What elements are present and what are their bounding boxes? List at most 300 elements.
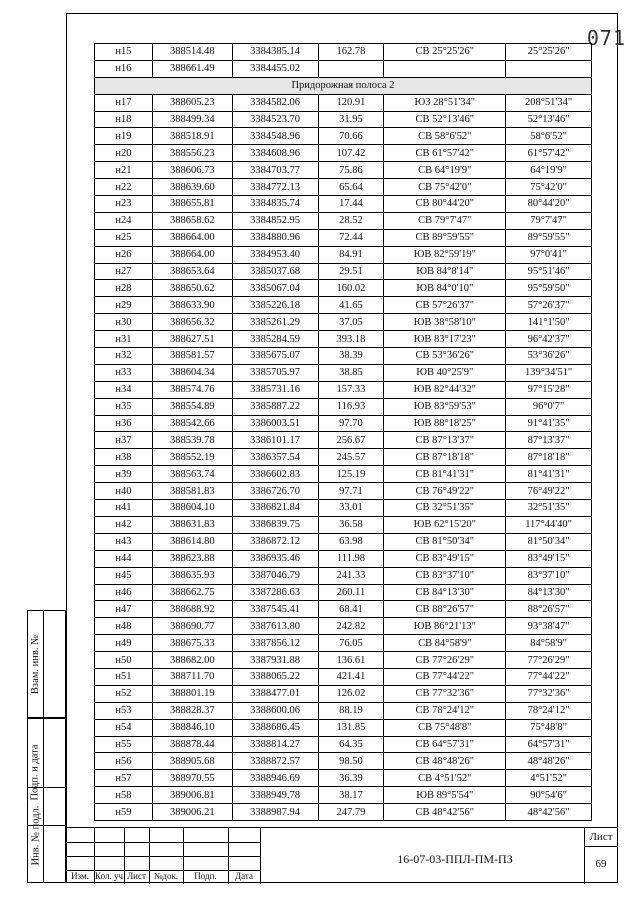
cell-azimuth: 77°44'22" — [506, 668, 592, 685]
cell-point: н28 — [95, 280, 153, 297]
cell-length: 37.05 — [318, 314, 384, 331]
cell-azimuth: 32°51'35" — [506, 500, 592, 517]
cell-length: 136.61 — [318, 652, 384, 669]
cell-rhumb: ЮВ 62°15'20" — [384, 516, 506, 533]
cell-y: 3387856.12 — [232, 635, 318, 652]
cell-azimuth: 88°26'57" — [506, 601, 592, 618]
cell-y: 3384772.13 — [232, 179, 318, 196]
col-ndok: №док. — [153, 871, 179, 881]
cell-point: н44 — [95, 550, 153, 567]
cell-rhumb: СВ 64°19'9" — [384, 162, 506, 179]
cell-rhumb: ЮВ 40°25'9" — [384, 364, 506, 381]
document-number: 16-07-03-ППЛ-ПМ-ПЗ — [397, 852, 513, 866]
cell-azimuth: 97°0'41" — [506, 246, 592, 263]
cell-length: 38.85 — [318, 364, 384, 381]
cell-rhumb: ЮВ 86°21'13" — [384, 618, 506, 635]
cell-azimuth: 77°32'36" — [506, 685, 592, 702]
cell-x: 388682.00 — [152, 652, 232, 669]
cell-y: 3387613.80 — [232, 618, 318, 635]
cell-y: 3386872.12 — [232, 533, 318, 550]
table-row — [95, 736, 592, 753]
cell-point: н19 — [95, 128, 153, 145]
cell-azimuth: 95°59'50" — [506, 280, 592, 297]
cell-azimuth: 58°6'52" — [506, 128, 592, 145]
cell-length: 157.33 — [318, 381, 384, 398]
cell-rhumb: СВ 80°44'20" — [384, 196, 506, 213]
table-row — [95, 702, 592, 719]
cell-azimuth: 117°44'40" — [506, 516, 592, 533]
cell-x: 388606.73 — [152, 162, 232, 179]
cell-rhumb: СВ 89°59'55" — [384, 229, 506, 246]
cell-azimuth: 76°49'22" — [506, 483, 592, 500]
cell-x: 388690.77 — [152, 618, 232, 635]
cell-length: 33.01 — [318, 500, 384, 517]
cell-azimuth: 83°37'10" — [506, 567, 592, 584]
cell-x: 388604.34 — [152, 364, 232, 381]
cell-point: н15 — [95, 44, 153, 61]
cell-azimuth: 77°26'29" — [506, 652, 592, 669]
cell-y: 3387931.88 — [232, 652, 318, 669]
cell-rhumb: СВ 88°26'57" — [384, 601, 506, 618]
cell-x: 388556.23 — [152, 145, 232, 162]
cell-point: н41 — [95, 500, 153, 517]
cell-x: 388627.51 — [152, 331, 232, 348]
cell-azimuth: 52°13'46" — [506, 111, 592, 128]
cell-y: 3385226.18 — [232, 297, 318, 314]
table-row — [95, 618, 592, 635]
table-row — [95, 162, 592, 179]
cell-azimuth: 208°51'34" — [506, 94, 592, 111]
cell-rhumb: СВ 77°44'22" — [384, 668, 506, 685]
cell-rhumb: СВ 48°42'56" — [384, 804, 506, 821]
cell-rhumb: ЮВ 38°58'10" — [384, 314, 506, 331]
cell-rhumb: СВ 48°48'26" — [384, 753, 506, 770]
cell-rhumb: ЮЗ 28°51'34" — [384, 94, 506, 111]
table-row — [95, 753, 592, 770]
cell-length: 84.91 — [318, 246, 384, 263]
table-row — [95, 601, 592, 618]
cell-rhumb: СВ 76°49'22" — [384, 483, 506, 500]
cell-x: 388604.10 — [152, 500, 232, 517]
table-row — [95, 297, 592, 314]
cell-point: н42 — [95, 516, 153, 533]
table-row — [95, 314, 592, 331]
cell-x: 388605.23 — [152, 94, 232, 111]
cell-length: 17.44 — [318, 196, 384, 213]
cell-point: н47 — [95, 601, 153, 618]
cell-point: н58 — [95, 787, 153, 804]
table-row — [95, 280, 592, 297]
cell-y: 3385067.04 — [232, 280, 318, 297]
cell-point: н22 — [95, 179, 153, 196]
cell-y: 3388814.27 — [232, 736, 318, 753]
cell-azimuth: 96°0'7" — [506, 398, 592, 415]
cell-rhumb: СВ 87°13'37" — [384, 432, 506, 449]
cell-azimuth: 96°42'37" — [506, 331, 592, 348]
cell-point: н31 — [95, 331, 153, 348]
cell-length: 97.70 — [318, 415, 384, 432]
cell-x: 388518.91 — [152, 128, 232, 145]
cell-point: н40 — [95, 483, 153, 500]
cell-y: 3388872.57 — [232, 753, 318, 770]
cell-point: н59 — [95, 804, 153, 821]
table-row — [95, 381, 592, 398]
cell-length: 245.57 — [318, 449, 384, 466]
cell-length: 260.11 — [318, 584, 384, 601]
cell-rhumb — [384, 60, 506, 77]
table-row — [95, 483, 592, 500]
cell-point: н52 — [95, 685, 153, 702]
cell-rhumb: ЮВ 84°8'14" — [384, 263, 506, 280]
cell-point: н35 — [95, 398, 153, 415]
cell-x: 388878.44 — [152, 736, 232, 753]
cell-rhumb: СВ 32°51'35" — [384, 500, 506, 517]
table-row — [95, 94, 592, 111]
cell-azimuth: 84°58'9" — [506, 635, 592, 652]
cell-point: н49 — [95, 635, 153, 652]
table-row — [95, 466, 592, 483]
cell-point: н38 — [95, 449, 153, 466]
table-row — [95, 179, 592, 196]
cell-x: 388688.92 — [152, 601, 232, 618]
cell-length: 131.85 — [318, 719, 384, 736]
cell-rhumb: СВ 75°42'0" — [384, 179, 506, 196]
title-block — [66, 827, 618, 883]
table-row — [95, 516, 592, 533]
cell-point: н25 — [95, 229, 153, 246]
cell-y: 3384835.74 — [232, 196, 318, 213]
cell-x: 388563.74 — [152, 466, 232, 483]
cell-y: 3384880.96 — [232, 229, 318, 246]
table-row — [95, 550, 592, 567]
cell-x: 388650.62 — [152, 280, 232, 297]
cell-y: 3386935.46 — [232, 550, 318, 567]
table-row — [95, 348, 592, 365]
cell-x: 388639.60 — [152, 179, 232, 196]
cell-length: 421.41 — [318, 668, 384, 685]
cell-x: 388574.76 — [152, 381, 232, 398]
cell-rhumb: СВ 57°26'37" — [384, 297, 506, 314]
cell-length: 28.52 — [318, 212, 384, 229]
cell-y: 3386602.83 — [232, 466, 318, 483]
table-row — [95, 449, 592, 466]
cell-x: 388623.88 — [152, 550, 232, 567]
cell-y: 3386357.54 — [232, 449, 318, 466]
cell-point: н24 — [95, 212, 153, 229]
table-row — [95, 804, 592, 821]
cell-y: 3384385.14 — [232, 44, 318, 61]
cell-point: н32 — [95, 348, 153, 365]
table-row — [95, 635, 592, 652]
cell-length: 393.18 — [318, 331, 384, 348]
cell-azimuth: 87°18'18" — [506, 449, 592, 466]
cell-length: 256.67 — [318, 432, 384, 449]
cell-length: 63.98 — [318, 533, 384, 550]
cell-y: 3386821.84 — [232, 500, 318, 517]
table-row — [95, 685, 592, 702]
cell-rhumb: ЮВ 84°0'10" — [384, 280, 506, 297]
table-row — [95, 331, 592, 348]
cell-length: 36.58 — [318, 516, 384, 533]
cell-x: 388801.19 — [152, 685, 232, 702]
cell-y: 3385887.22 — [232, 398, 318, 415]
cell-y: 3387046.79 — [232, 567, 318, 584]
cell-length: 38.17 — [318, 787, 384, 804]
table-row — [95, 364, 592, 381]
cell-x: 388581.57 — [152, 348, 232, 365]
cell-azimuth: 87°13'37" — [506, 432, 592, 449]
cell-point: н16 — [95, 60, 153, 77]
cell-length: 88.19 — [318, 702, 384, 719]
cell-length: 120.91 — [318, 94, 384, 111]
cell-length: 38.39 — [318, 348, 384, 365]
table-row — [95, 567, 592, 584]
cell-point: н18 — [95, 111, 153, 128]
cell-x: 388905.68 — [152, 753, 232, 770]
cell-length: 126.02 — [318, 685, 384, 702]
cell-x: 388711.70 — [152, 668, 232, 685]
col-podp: Подп. — [194, 871, 217, 881]
cell-y: 3388477.01 — [232, 685, 318, 702]
side-label-podp: Подп. и дата — [30, 743, 42, 801]
cell-y: 3386726.70 — [232, 483, 318, 500]
cell-azimuth: 97°15'28" — [506, 381, 592, 398]
cell-y: 3384582.06 — [232, 94, 318, 111]
cell-rhumb: СВ 64°57'31" — [384, 736, 506, 753]
cell-rhumb: ЮВ 89°5'54" — [384, 787, 506, 804]
cell-rhumb: СВ 77°26'29" — [384, 652, 506, 669]
cell-rhumb: ЮВ 82°59'19" — [384, 246, 506, 263]
cell-y: 3386003.51 — [232, 415, 318, 432]
cell-rhumb: СВ 53°36'26" — [384, 348, 506, 365]
cell-point: н33 — [95, 364, 153, 381]
cell-point: н29 — [95, 297, 153, 314]
cell-rhumb: СВ 83°49'15" — [384, 550, 506, 567]
coordinates-table — [94, 43, 592, 821]
table-row — [95, 128, 592, 145]
cell-length: 247.79 — [318, 804, 384, 821]
cell-length: 68.41 — [318, 601, 384, 618]
cell-length: 241.33 — [318, 567, 384, 584]
section-row — [95, 77, 592, 94]
cell-length: 116.93 — [318, 398, 384, 415]
cell-length: 125.19 — [318, 466, 384, 483]
cell-length: 111.98 — [318, 550, 384, 567]
cell-x: 388581.83 — [152, 483, 232, 500]
cell-y: 3388686.45 — [232, 719, 318, 736]
cell-y: 3384608.96 — [232, 145, 318, 162]
cell-length: 160.02 — [318, 280, 384, 297]
cell-y: 3385705.97 — [232, 364, 318, 381]
cell-point: н56 — [95, 753, 153, 770]
cell-rhumb: СВ 87°18'18" — [384, 449, 506, 466]
side-label-inv: Инв. № подл. — [30, 805, 42, 865]
side-block-vzam — [27, 610, 66, 718]
cell-rhumb: СВ 58°6'52" — [384, 128, 506, 145]
cell-length: 31.95 — [318, 111, 384, 128]
cell-y: 3388949.78 — [232, 787, 318, 804]
side-label-vzam: Взам. инв. № — [30, 634, 42, 694]
table-row — [95, 246, 592, 263]
cell-rhumb: ЮВ 88°18'25" — [384, 415, 506, 432]
table-row — [95, 196, 592, 213]
cell-length: 162.78 — [318, 44, 384, 61]
cell-x: 388633.90 — [152, 297, 232, 314]
cell-azimuth: 84°13'30" — [506, 584, 592, 601]
cell-azimuth: 25°25'26" — [506, 44, 592, 61]
table-row — [95, 719, 592, 736]
cell-azimuth: 75°48'8" — [506, 719, 592, 736]
cell-point: н17 — [95, 94, 153, 111]
stamp-number: 071 — [586, 26, 626, 50]
cell-point: н26 — [95, 246, 153, 263]
cell-x: 388631.83 — [152, 516, 232, 533]
cell-rhumb: СВ 77°32'36" — [384, 685, 506, 702]
table-row — [95, 584, 592, 601]
cell-azimuth: 64°57'31" — [506, 736, 592, 753]
cell-length: 97.71 — [318, 483, 384, 500]
cell-azimuth: 91°41'35" — [506, 415, 592, 432]
cell-point: н23 — [95, 196, 153, 213]
cell-x: 388664.00 — [152, 246, 232, 263]
cell-length: 70.66 — [318, 128, 384, 145]
cell-y: 3384548.96 — [232, 128, 318, 145]
cell-azimuth — [506, 60, 592, 77]
cell-x: 388662.75 — [152, 584, 232, 601]
cell-y: 3388987.94 — [232, 804, 318, 821]
table-row — [95, 398, 592, 415]
cell-azimuth: 64°19'9" — [506, 162, 592, 179]
cell-point: н37 — [95, 432, 153, 449]
cell-azimuth: 141°1'50" — [506, 314, 592, 331]
cell-azimuth: 93°38'47" — [506, 618, 592, 635]
cell-x: 388552.19 — [152, 449, 232, 466]
cell-y: 3388065.22 — [232, 668, 318, 685]
cell-rhumb: ЮВ 83°17'23" — [384, 331, 506, 348]
cell-rhumb: СВ 84°58'9" — [384, 635, 506, 652]
table-row — [95, 668, 592, 685]
col-kol: Кол. уч — [95, 871, 123, 881]
cell-x: 388514.48 — [152, 44, 232, 61]
cell-length: 72.44 — [318, 229, 384, 246]
cell-length: 65.64 — [318, 179, 384, 196]
cell-azimuth: 83°49'15" — [506, 550, 592, 567]
cell-x: 388970.55 — [152, 770, 232, 787]
section-title: Придорожная полоса 2 — [95, 77, 592, 94]
cell-azimuth: 81°50'34" — [506, 533, 592, 550]
cell-length: 41.65 — [318, 297, 384, 314]
cell-x: 388658.62 — [152, 212, 232, 229]
cell-x: 388539.78 — [152, 432, 232, 449]
cell-azimuth: 4°51'52" — [506, 770, 592, 787]
table-row — [95, 533, 592, 550]
table-row — [95, 145, 592, 162]
cell-length: 75.86 — [318, 162, 384, 179]
cell-azimuth: 57°26'37" — [506, 297, 592, 314]
cell-x: 389006.21 — [152, 804, 232, 821]
cell-length: 36.39 — [318, 770, 384, 787]
cell-y: 3384953.40 — [232, 246, 318, 263]
table-row — [95, 770, 592, 787]
cell-rhumb: СВ 81°50'34" — [384, 533, 506, 550]
cell-azimuth: 48°42'56" — [506, 804, 592, 821]
table-row — [95, 787, 592, 804]
cell-azimuth: 78°24'12" — [506, 702, 592, 719]
table-row — [95, 60, 592, 77]
cell-point: н53 — [95, 702, 153, 719]
cell-rhumb: СВ 4°51'52" — [384, 770, 506, 787]
cell-y: 3385731.16 — [232, 381, 318, 398]
cell-azimuth: 75°42'0" — [506, 179, 592, 196]
cell-x: 388614.80 — [152, 533, 232, 550]
cell-azimuth: 53°36'26" — [506, 348, 592, 365]
cell-x: 388653.64 — [152, 263, 232, 280]
cell-point: н57 — [95, 770, 153, 787]
cell-x: 388675.33 — [152, 635, 232, 652]
cell-x: 388655.81 — [152, 196, 232, 213]
cell-x: 388542.66 — [152, 415, 232, 432]
cell-rhumb: СВ 25°25'26" — [384, 44, 506, 61]
cell-y: 3385675.07 — [232, 348, 318, 365]
table-row — [95, 44, 592, 61]
cell-length: 242.82 — [318, 618, 384, 635]
col-izm: Изм. — [71, 871, 89, 881]
cell-azimuth: 48°48'26" — [506, 753, 592, 770]
cell-length — [318, 60, 384, 77]
col-data: Дата — [235, 871, 253, 881]
cell-point: н54 — [95, 719, 153, 736]
cell-x: 388846.10 — [152, 719, 232, 736]
table-row — [95, 652, 592, 669]
sheet-number: 69 — [595, 858, 607, 870]
cell-azimuth: 79°7'47" — [506, 212, 592, 229]
cell-rhumb: СВ 81°41'31" — [384, 466, 506, 483]
table-row — [95, 415, 592, 432]
cell-point: н55 — [95, 736, 153, 753]
cell-rhumb: СВ 61°57'42" — [384, 145, 506, 162]
cell-x: 388499.34 — [152, 111, 232, 128]
cell-rhumb: ЮВ 82°44'32" — [384, 381, 506, 398]
table-row — [95, 229, 592, 246]
cell-rhumb: СВ 52°13'46" — [384, 111, 506, 128]
cell-point: н51 — [95, 668, 153, 685]
cell-azimuth: 80°44'20" — [506, 196, 592, 213]
cell-y: 3384852.95 — [232, 212, 318, 229]
cell-x: 389006.81 — [152, 787, 232, 804]
cell-azimuth: 81°41'31" — [506, 466, 592, 483]
cell-point: н30 — [95, 314, 153, 331]
cell-point: н21 — [95, 162, 153, 179]
cell-length: 98.50 — [318, 753, 384, 770]
cell-point: н48 — [95, 618, 153, 635]
sheet-label: Лист — [589, 831, 613, 843]
side-block-inv — [27, 787, 66, 883]
cell-azimuth: 139°34'51" — [506, 364, 592, 381]
cell-y: 3387286.63 — [232, 584, 318, 601]
cell-y: 3388946.69 — [232, 770, 318, 787]
cell-azimuth: 90°54'6" — [506, 787, 592, 804]
cell-x: 388664.00 — [152, 229, 232, 246]
cell-x: 388656.32 — [152, 314, 232, 331]
cell-y: 3385037.68 — [232, 263, 318, 280]
cell-length: 64.35 — [318, 736, 384, 753]
cell-point: н45 — [95, 567, 153, 584]
table-row — [95, 111, 592, 128]
cell-point: н46 — [95, 584, 153, 601]
cell-y: 3385261.29 — [232, 314, 318, 331]
cell-y: 3388600.06 — [232, 702, 318, 719]
cell-length: 29.51 — [318, 263, 384, 280]
